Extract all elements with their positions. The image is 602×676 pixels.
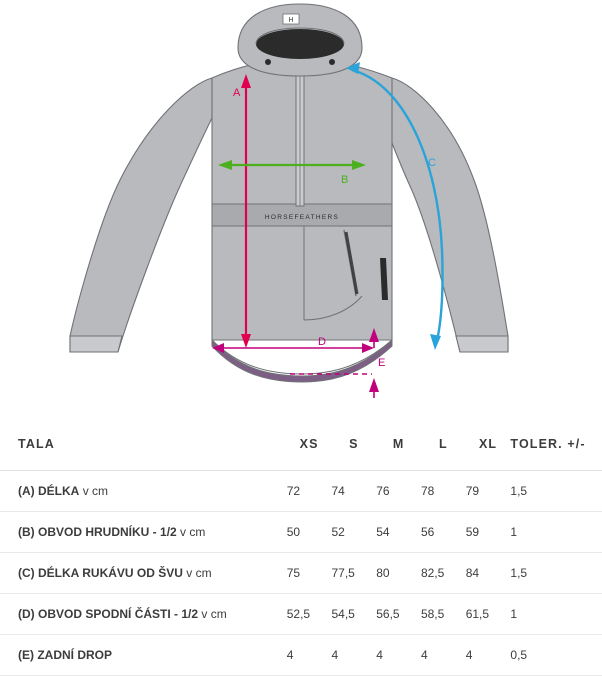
cell-xl: 79 [466, 471, 511, 512]
cell-tolerance: 1,5 [510, 471, 602, 512]
row-code: (A) [18, 484, 35, 498]
cell-xs: 52,5 [287, 594, 332, 635]
table-row [0, 512, 602, 553]
row-label [0, 512, 287, 553]
hood-tag-text: H [288, 17, 294, 24]
cell-l: 58,5 [421, 594, 466, 635]
row-measure-name: DÉLKA RUKÁVU OD ŠVU [38, 566, 183, 580]
brand-text: HORSEFEATHERS [264, 214, 340, 221]
table-row [0, 471, 602, 512]
size-table-body [0, 471, 602, 676]
cell-l: 82,5 [421, 553, 466, 594]
row-label [0, 553, 287, 594]
row-code: (D) [18, 607, 35, 621]
cell-m: 80 [376, 553, 421, 594]
cell-l: 56 [421, 512, 466, 553]
table-row [0, 594, 602, 635]
row-label [0, 594, 287, 635]
cell-tolerance: 1 [510, 512, 602, 553]
cell-xl: 84 [466, 553, 511, 594]
label-b: B [341, 174, 349, 186]
row-measure-unit: v cm [79, 484, 109, 498]
cell-xl: 59 [466, 512, 511, 553]
size-table [0, 418, 602, 676]
header-size-l: L [421, 418, 466, 471]
label-e: E [378, 357, 386, 369]
row-code: (E) [18, 648, 34, 662]
cell-m: 54 [376, 512, 421, 553]
cell-s: 4 [331, 635, 376, 676]
cell-tolerance: 1 [510, 594, 602, 635]
label-a: A [233, 87, 241, 99]
cell-tolerance: 0,5 [510, 635, 602, 676]
cell-s: 54,5 [331, 594, 376, 635]
row-measure-unit: v cm [182, 566, 212, 580]
cell-s: 77,5 [331, 553, 376, 594]
header-size-s: S [331, 418, 376, 471]
label-d: D [318, 336, 326, 348]
size-table-head [0, 418, 602, 471]
cell-l: 4 [421, 635, 466, 676]
header-size-m: M [376, 418, 421, 471]
cell-m: 4 [376, 635, 421, 676]
header-size-xs: XS [287, 418, 332, 471]
row-label [0, 471, 287, 512]
cell-m: 76 [376, 471, 421, 512]
row-label [0, 635, 287, 676]
row-measure-unit: v cm [198, 607, 227, 621]
cell-xs: 50 [287, 512, 332, 553]
cell-xs: 72 [287, 471, 332, 512]
header-size-xl: XL [466, 418, 511, 471]
row-measure-unit: v cm [176, 525, 206, 539]
row-measure-name: DÉLKA [38, 484, 80, 498]
cell-s: 52 [331, 512, 376, 553]
row-measure-name: OBVOD HRUDNÍKU - 1/2 [38, 525, 177, 539]
header-tolerance: TOLER. +/- [510, 418, 602, 471]
jacket-shape [70, 4, 508, 382]
cell-xs: 4 [287, 635, 332, 676]
row-code: (C) [18, 566, 35, 580]
header-name: TALA [0, 418, 287, 471]
label-c: C [428, 157, 436, 169]
cell-tolerance: 1,5 [510, 553, 602, 594]
cell-s: 74 [331, 471, 376, 512]
row-code: (B) [18, 525, 35, 539]
table-row [0, 553, 602, 594]
table-header-row [0, 418, 602, 471]
cell-m: 56,5 [376, 594, 421, 635]
row-measure-name: ZADNÍ DROP [37, 648, 113, 662]
cell-xl: 61,5 [466, 594, 511, 635]
row-measure-name: OBVOD SPODNÍ ČÁSTI - 1/2 [38, 607, 199, 621]
cell-l: 78 [421, 471, 466, 512]
cell-xl: 4 [466, 635, 511, 676]
cell-xs: 75 [287, 553, 332, 594]
table-row [0, 635, 602, 676]
